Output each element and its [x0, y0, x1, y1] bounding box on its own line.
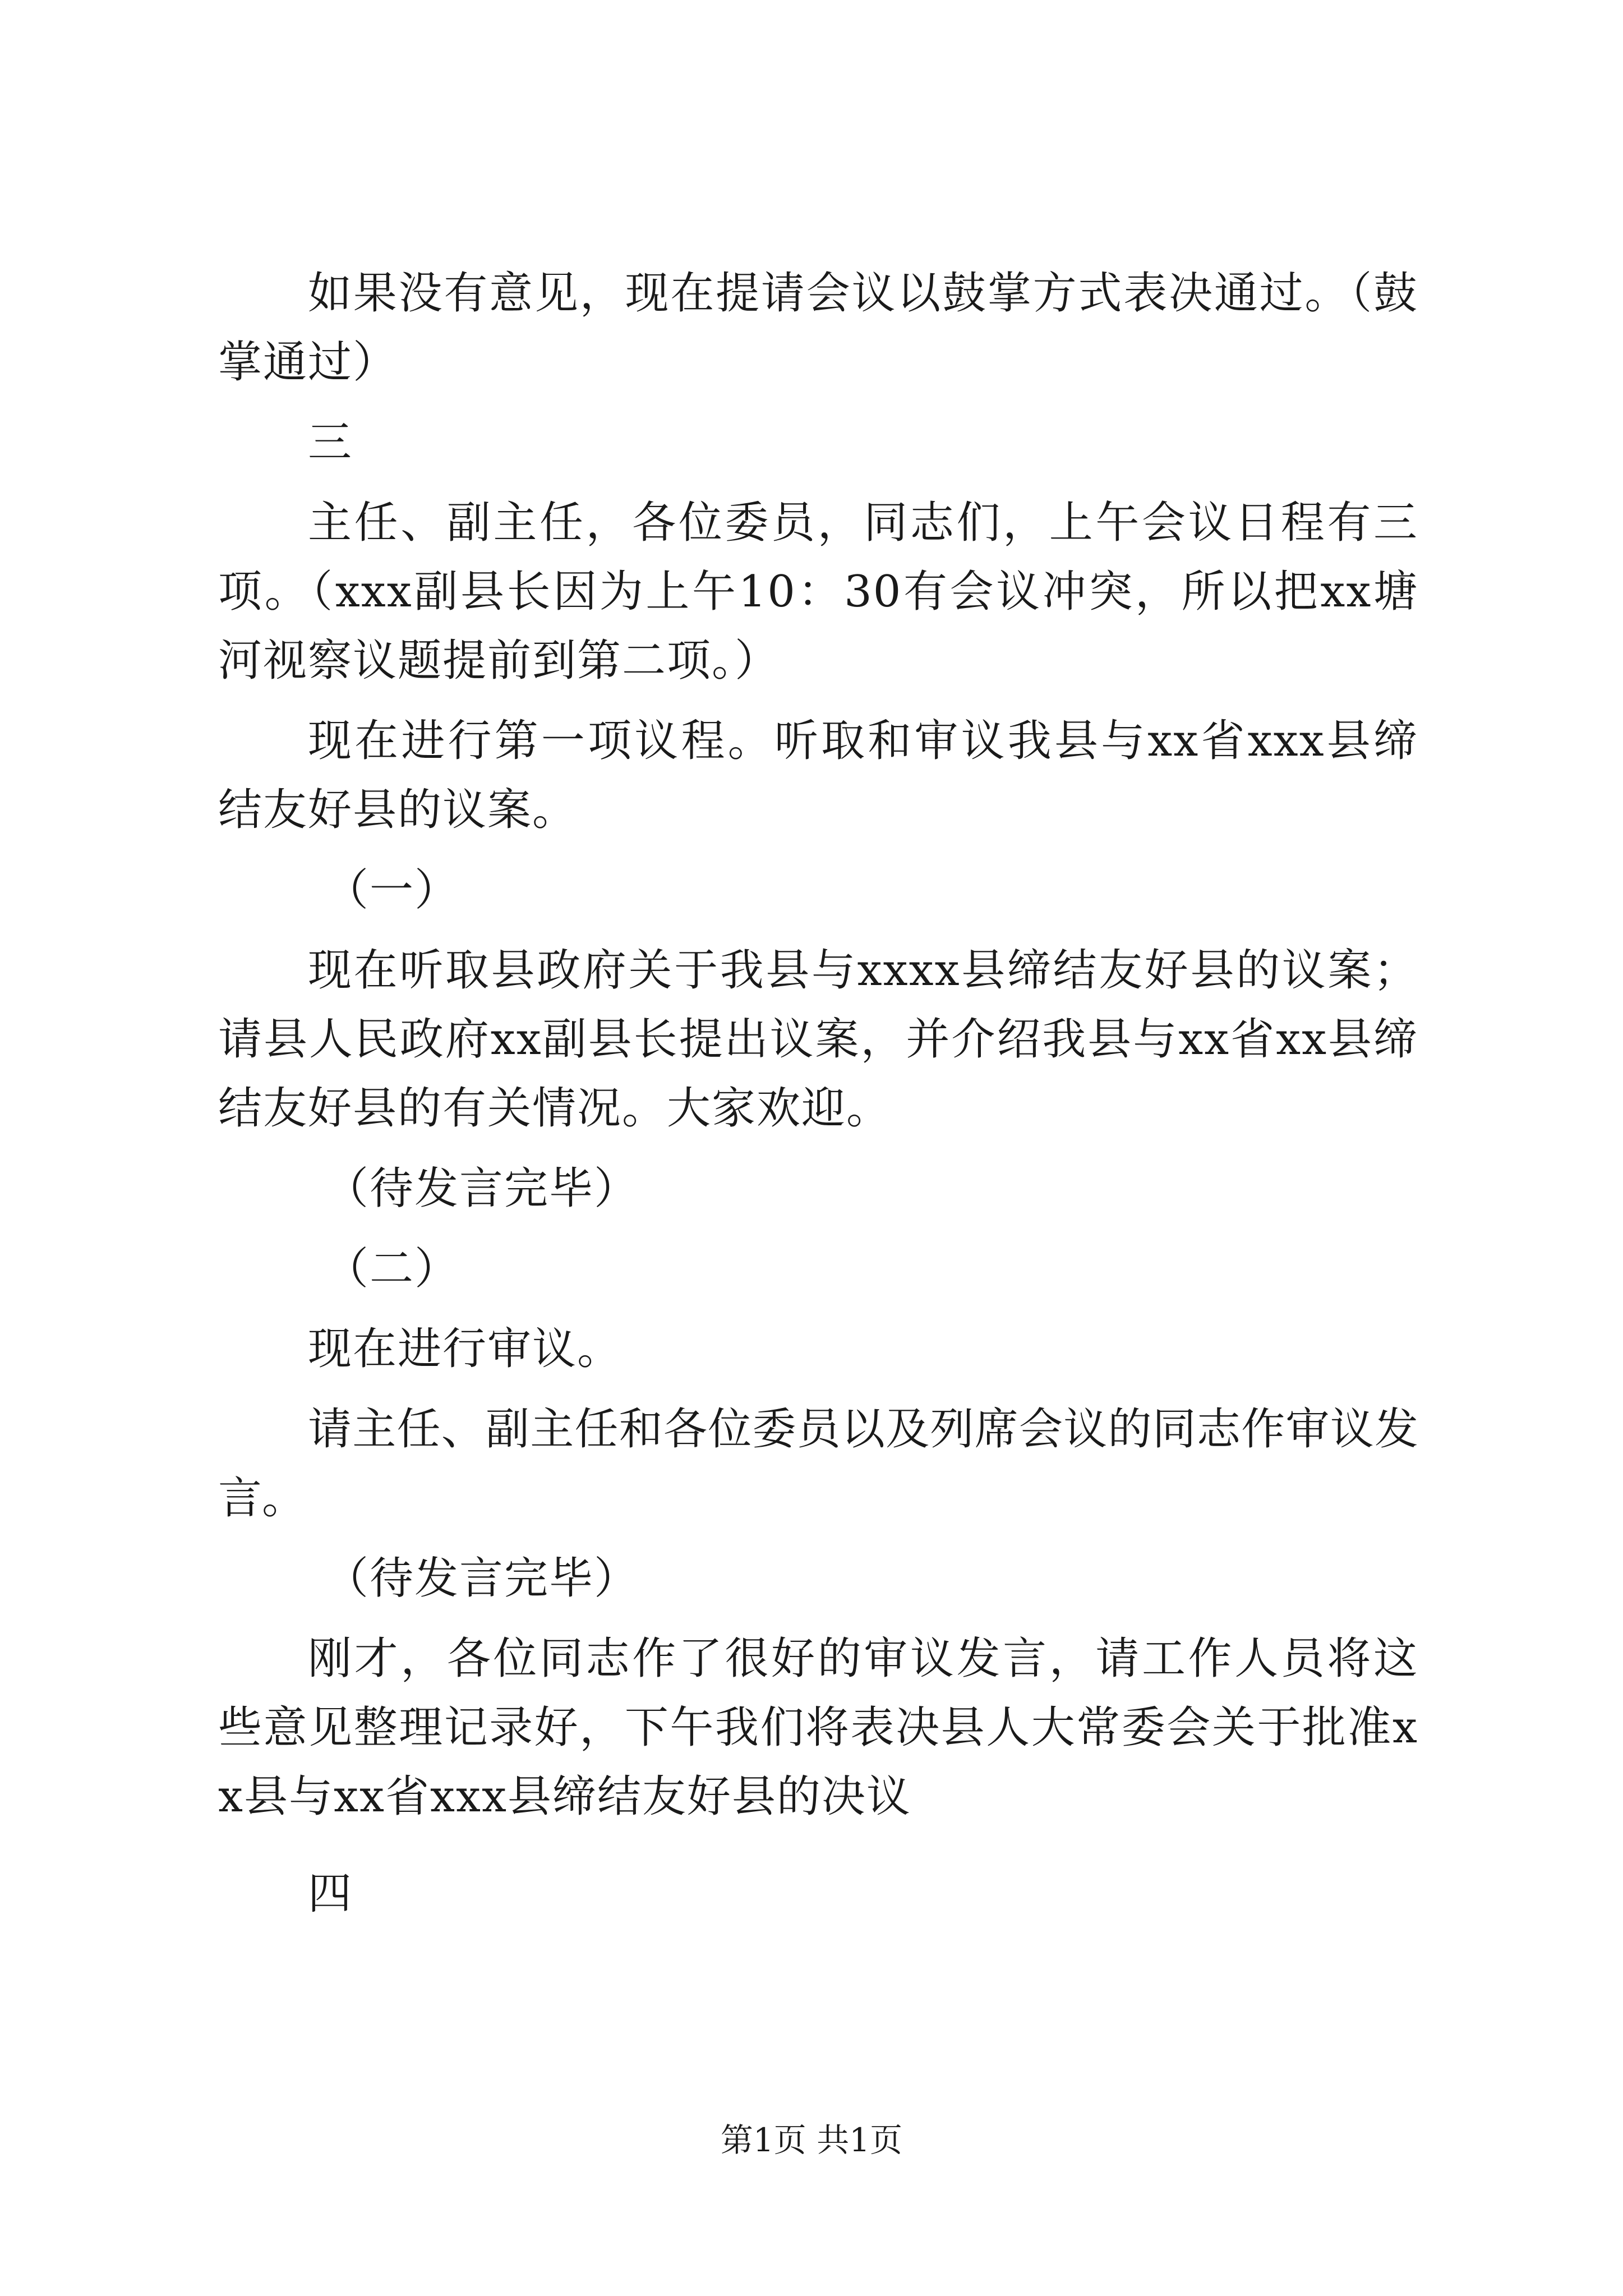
paragraph-first-item: 现在进行第一项议程。听取和审议我县与xx省xxx县缔结友好县的议案。	[218, 716, 1418, 835]
paragraph-invite-speeches: 请主任、副主任和各位委员以及列席会议的同志作审议发言。	[218, 1404, 1418, 1524]
subsection-heading-one: （一）	[325, 865, 460, 915]
page-number-label: 第1页 共1页	[720, 2121, 903, 2159]
document-body	[218, 259, 1418, 1929]
paragraph-hear-proposal: 现在听取县政府关于我县与xxxx县缔结友好县的议案；请县人民政府xx副县长提出议案，并介绍我县与xx省xx县缔结友好县的有关情况。大家欢迎。	[218, 945, 1418, 1134]
paragraph-begin-review: 现在进行审议。	[308, 1324, 623, 1374]
paragraph-agenda-overview: 主任、副主任，各位委员，同志们，上午会议日程有三项。（xxx副县长因为上午10：30有会议冲突，所以把xx塘河视察议题提前到第二项。）	[218, 498, 1418, 686]
section-heading-three: 三	[308, 417, 353, 468]
note-awaiting-speech: （待发言完毕）	[325, 1163, 639, 1214]
note-awaiting-speech-2: （待发言完毕）	[325, 1553, 639, 1604]
paragraph-summary-resolution: 刚才，各位同志作了很好的审议发言，请工作人员将这些意见整理记录好，下午我们将表决县人大常委会关于批准xx县与xx省xxx县缔结友好县的决议	[218, 1634, 1418, 1822]
subsection-heading-two: （二）	[325, 1244, 460, 1294]
page-footer	[0, 2120, 1623, 2160]
paragraph-vote-proposal: 如果没有意见，现在提请会议以鼓掌方式表决通过。（鼓掌通过）	[218, 268, 1418, 388]
section-heading-four: 四	[308, 1869, 353, 1919]
